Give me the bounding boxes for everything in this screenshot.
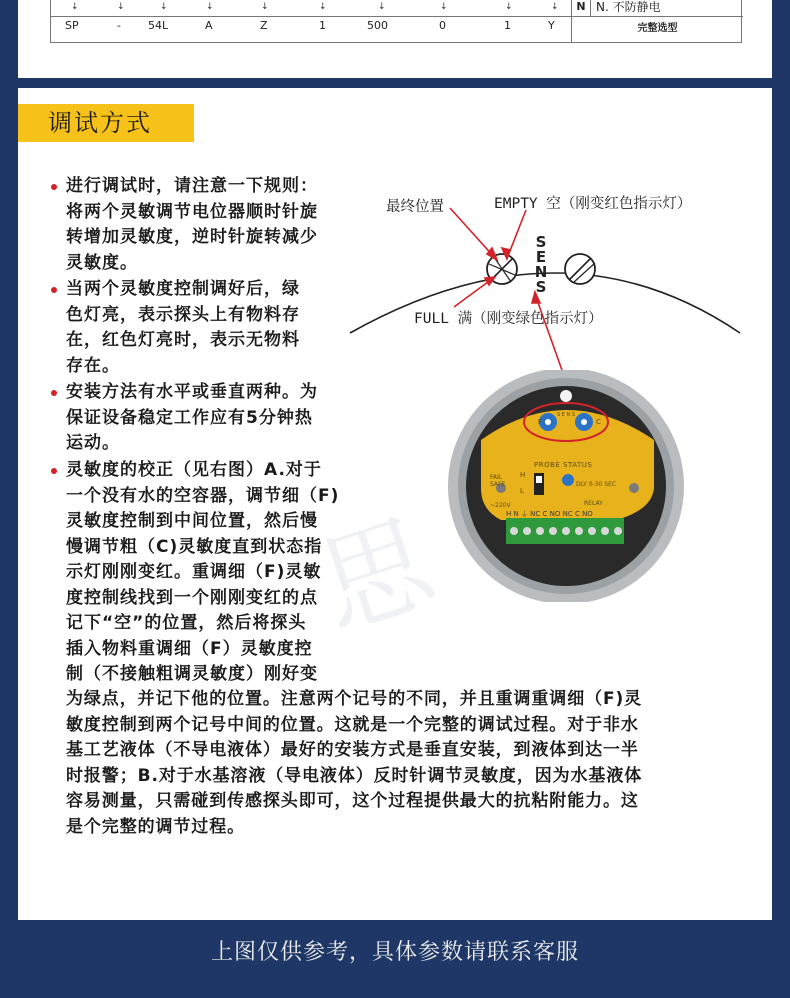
down-arrow-icon: ↓ bbox=[319, 2, 327, 12]
c-letter: C bbox=[596, 418, 601, 426]
empty-indicator-label: EMPTY 空（刚变红色指示灯） bbox=[494, 196, 692, 212]
code-cell: Z bbox=[260, 19, 268, 32]
code-cell: 1 bbox=[504, 19, 511, 32]
down-arrow-icon: ↓ bbox=[440, 2, 448, 12]
relay-label: RELAY bbox=[584, 500, 603, 507]
watermark: 思 bbox=[303, 497, 448, 654]
sens-letter: E bbox=[535, 248, 547, 266]
down-arrow-icon: ↓ bbox=[71, 2, 79, 12]
bullet-icon bbox=[51, 390, 57, 396]
text-line: 基工艺液体（不导电液体）最好的安装方式是垂直安装，到液体到达一半 bbox=[66, 740, 639, 760]
text-line: 一个没有水的空容器，调节细（F) bbox=[66, 485, 340, 506]
text-line: 进行调试时，请注意一下规则： bbox=[66, 176, 318, 196]
code-cell: - bbox=[117, 19, 121, 32]
down-arrow-icon: ↓ bbox=[505, 2, 513, 12]
instruction-paragraph-1 bbox=[66, 174, 318, 276]
down-arrow-icon: ↓ bbox=[160, 2, 168, 12]
selection-codes-row bbox=[51, 16, 571, 42]
bullet-icon bbox=[51, 287, 57, 293]
f-letter: F bbox=[538, 418, 543, 426]
text-line: 示灯刚刚变红。重调细（F)灵敏 bbox=[66, 562, 322, 582]
h-label: H bbox=[520, 471, 526, 479]
selection-arrows bbox=[51, 0, 571, 16]
down-arrow-icon: ↓ bbox=[117, 2, 125, 12]
commissioning-section bbox=[18, 88, 772, 920]
sens-letter: S bbox=[535, 278, 547, 296]
complete-selection-label: 完整选型 bbox=[571, 16, 743, 42]
text-line: 当两个灵敏度控制调好后，绿 bbox=[66, 279, 300, 299]
bullet-icon bbox=[51, 184, 57, 190]
bullet-icon bbox=[51, 468, 57, 474]
code-cell: 0 bbox=[439, 19, 446, 32]
text-line: 时报警；B.对于水基溶液（导电液体）反时针调节灵敏度，因为水基液体 bbox=[66, 765, 643, 786]
down-arrow-icon: ↓ bbox=[261, 2, 269, 12]
text-line: 制（不接触粗调灵敏度）刚好变 bbox=[66, 664, 318, 684]
coarse-adjust-knob-icon bbox=[565, 254, 595, 284]
instruction-paragraph-2 bbox=[66, 277, 300, 379]
text-line: 是个完整的调节过程。 bbox=[66, 816, 245, 837]
sens-small-label: S E N S bbox=[557, 412, 576, 418]
code-cell: Y bbox=[548, 19, 555, 32]
text-line: 敏度控制到两个记号中间的位置。这就是一个完整的调试过程。对于非水 bbox=[66, 714, 639, 735]
text-line: 运动。 bbox=[66, 433, 120, 453]
final-position-label: 最终位置 bbox=[386, 199, 444, 215]
instruction-paragraph-4 bbox=[66, 458, 339, 688]
terminal-labels: H N ⏚ NC C NO NC C NO bbox=[506, 510, 593, 518]
text-line: 保证设备稳定工作应有5分钟热 bbox=[66, 407, 313, 428]
text-line: 慢调节粗（C)灵敏度直到状态指 bbox=[66, 536, 323, 557]
text-line: 安装方法有水平或垂直两种。为 bbox=[66, 382, 318, 402]
down-arrow-icon: ↓ bbox=[206, 2, 214, 12]
text-line: 灵敏度控制到中间位置，然后慢 bbox=[66, 511, 318, 531]
full-indicator-label: FULL 满（刚变绿色指示灯） bbox=[414, 311, 603, 327]
l-label: L bbox=[520, 487, 524, 495]
n-code-cell: N bbox=[571, 0, 591, 16]
section-title: 调试方式 bbox=[18, 104, 194, 142]
fail-safe-label: FAIL SAFE bbox=[490, 474, 506, 488]
code-cell: 54L bbox=[148, 19, 169, 32]
text-line: 将两个灵敏调节电位器顺时针旋 bbox=[66, 201, 318, 222]
text-line: 为绿点，并记下他的位置。注意两个记号的不同，并且重调重调细（F)灵 bbox=[66, 689, 643, 709]
text-line: 灵敏度的校正（见右图）A.对于 bbox=[66, 460, 322, 480]
text-line: 容易测量，只需碰到传感探头即可，这个过程提供最大的抗粘附能力。这 bbox=[66, 791, 639, 811]
probe-status-label: PROBE STATUS bbox=[534, 461, 593, 469]
text-line: 插入物料重调细（F）灵敏度控 bbox=[66, 638, 313, 659]
sens-letter: S bbox=[535, 233, 547, 251]
code-cell: 1 bbox=[319, 19, 326, 32]
text-line: 存在。 bbox=[66, 355, 120, 376]
selection-table-panel bbox=[18, 0, 772, 78]
selection-table bbox=[50, 0, 742, 43]
text-line: 灵敏度。 bbox=[66, 252, 138, 273]
sens-label bbox=[533, 235, 549, 295]
n-description: N. 不防静电 bbox=[596, 0, 661, 14]
instruction-paragraph-4-continued bbox=[66, 687, 642, 840]
text-line: 度控制线找到一个刚刚变红的点 bbox=[66, 587, 318, 608]
footer-note: 上图仅供参考，具体参数请联系客服 bbox=[210, 940, 579, 965]
text-line: 转增加灵敏度，逆时针旋转减少 bbox=[66, 227, 318, 247]
delay-label: DLY 0-30 SEC bbox=[576, 481, 617, 488]
level-switch-photo bbox=[426, 370, 716, 602]
sens-letter: N bbox=[534, 263, 548, 281]
voltage-label: ~220V bbox=[490, 502, 511, 509]
down-arrow-icon: ↓ bbox=[378, 2, 386, 12]
instruction-paragraph-3 bbox=[66, 380, 318, 457]
code-cell: SP bbox=[65, 19, 79, 32]
text-line: 色灯亮，表示探头上有物料存 bbox=[66, 304, 300, 325]
text-line: 记下“空”的位置，然后将探头 bbox=[66, 613, 307, 633]
down-arrow-icon: ↓ bbox=[551, 2, 559, 12]
code-cell: A bbox=[205, 19, 213, 32]
text-line: 在，红色灯亮时，表示无物料 bbox=[66, 330, 300, 350]
code-cell: 500 bbox=[367, 19, 388, 32]
